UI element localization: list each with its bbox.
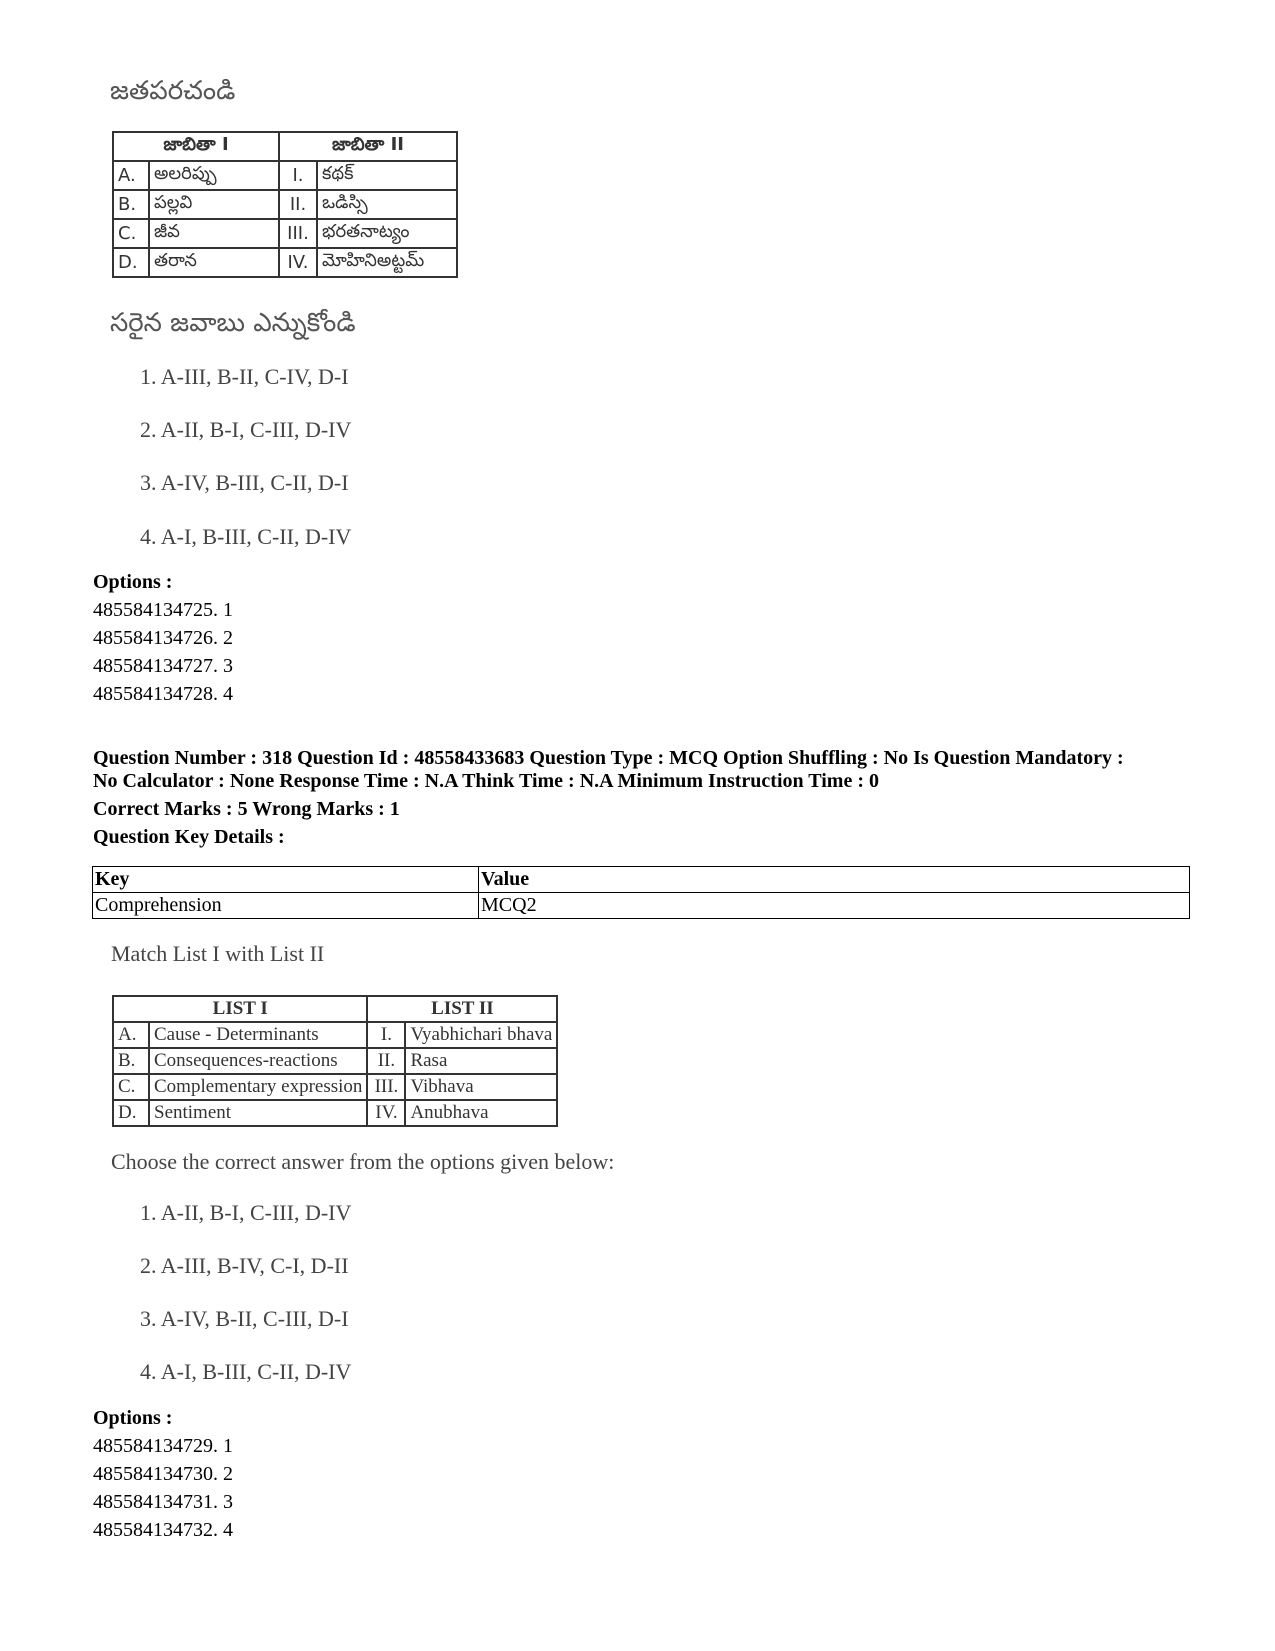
row-numeral: II. — [367, 1048, 405, 1074]
option-id: 485584134727. 3 — [93, 655, 233, 677]
list1-item: Complementary expression — [149, 1074, 367, 1100]
table-row — [113, 161, 457, 190]
option-id: 485584134728. 4 — [93, 683, 233, 705]
question-marks: Correct Marks : 5 Wrong Marks : 1 — [93, 798, 400, 820]
row-numeral: IV. — [279, 248, 317, 277]
options-label: Options : — [93, 571, 173, 593]
question-meta-line2: No Calculator : None Response Time : N.A Think Time : N.A Minimum Instruction Time : 0 — [93, 770, 879, 792]
key-cell: Comprehension — [93, 893, 479, 919]
options-label: Options : — [93, 1407, 173, 1429]
key-header: Key — [93, 867, 479, 893]
answer-choice: 3. A-IV, B-III, C-II, D-I — [140, 470, 349, 495]
option-id: 485584134726. 2 — [93, 627, 233, 649]
row-numeral: II. — [279, 190, 317, 219]
value-cell: MCQ2 — [479, 893, 1190, 919]
answer-choice: 2. A-II, B-I, C-III, D-IV — [140, 417, 352, 442]
row-letter: B. — [113, 190, 149, 219]
row-numeral: III. — [367, 1074, 405, 1100]
option-id: 485584134730. 2 — [93, 1463, 233, 1485]
option-id: 485584134729. 1 — [93, 1435, 233, 1457]
table-row — [113, 248, 457, 277]
table-row — [113, 1048, 557, 1074]
list2-header: LIST II — [367, 996, 557, 1022]
list1-item: పల్లవి — [149, 190, 279, 219]
list1-header: జాబితా I — [113, 132, 279, 161]
table-row — [113, 219, 457, 248]
list1-item: అలరిప్పు — [149, 161, 279, 190]
list1-item: Cause - Determinants — [149, 1022, 367, 1048]
option-id: 485584134731. 3 — [93, 1491, 233, 1513]
answer-choice: 2. A-III, B-IV, C-I, D-II — [140, 1253, 349, 1278]
list2-item: ఒడిస్సి — [317, 190, 457, 219]
list1-item: తరాన — [149, 248, 279, 277]
match-table-telugu — [112, 131, 458, 278]
key-details-table — [92, 866, 1190, 919]
list2-item: Vibhava — [405, 1074, 557, 1100]
list2-item: Rasa — [405, 1048, 557, 1074]
option-id: 485584134732. 4 — [93, 1519, 233, 1541]
table-row — [113, 1022, 557, 1048]
match-table — [112, 995, 558, 1127]
list2-item: Vyabhichari bhava — [405, 1022, 557, 1048]
option-id: 485584134725. 1 — [93, 599, 233, 621]
table-row — [93, 893, 1190, 919]
row-letter: A. — [113, 161, 149, 190]
table-header-row — [93, 867, 1190, 893]
answer-instruction-telugu: సరైన జవాబు ఎన్నుకోండి — [110, 308, 356, 338]
list1-item: Sentiment — [149, 1100, 367, 1126]
row-numeral: III. — [279, 219, 317, 248]
row-letter: C. — [113, 1074, 149, 1100]
row-numeral: I. — [367, 1022, 405, 1048]
row-letter: D. — [113, 1100, 149, 1126]
answer-choice: 3. A-IV, B-II, C-III, D-I — [140, 1306, 349, 1331]
row-letter: C. — [113, 219, 149, 248]
question-meta-line1: Question Number : 318 Question Id : 48558433683 Question Type : MCQ Option Shuffling : No Is Question Mandatory : — [93, 747, 1124, 769]
question-prompt: Match List I with List II — [111, 941, 325, 966]
answer-instruction: Choose the correct answer from the options given below: — [111, 1149, 615, 1174]
answer-choice: 4. A-I, B-III, C-II, D-IV — [140, 524, 352, 549]
answer-choice: 4. A-I, B-III, C-II, D-IV — [140, 1359, 352, 1384]
table-row — [113, 190, 457, 219]
key-details-label: Question Key Details : — [93, 826, 285, 848]
list2-item: కథక్ — [317, 161, 457, 190]
row-letter: D. — [113, 248, 149, 277]
list2-item: మోహినిఅట్టమ్ — [317, 248, 457, 277]
answer-choice: 1. A-II, B-I, C-III, D-IV — [140, 1200, 352, 1225]
row-letter: A. — [113, 1022, 149, 1048]
row-numeral: I. — [279, 161, 317, 190]
row-letter: B. — [113, 1048, 149, 1074]
list1-header: LIST I — [113, 996, 367, 1022]
list2-header: జాబితా II — [279, 132, 457, 161]
table-header-row — [113, 996, 557, 1022]
table-header-row — [113, 132, 457, 161]
row-numeral: IV. — [367, 1100, 405, 1126]
table-row — [113, 1100, 557, 1126]
answer-choice: 1. A-III, B-II, C-IV, D-I — [140, 364, 349, 389]
list1-item: Consequences-reactions — [149, 1048, 367, 1074]
question-prompt-telugu: జతపరచండి — [110, 76, 236, 106]
list2-item: Anubhava — [405, 1100, 557, 1126]
list2-item: భరతనాట్యం — [317, 219, 457, 248]
value-header: Value — [479, 867, 1190, 893]
table-row — [113, 1074, 557, 1100]
list1-item: జీవ — [149, 219, 279, 248]
